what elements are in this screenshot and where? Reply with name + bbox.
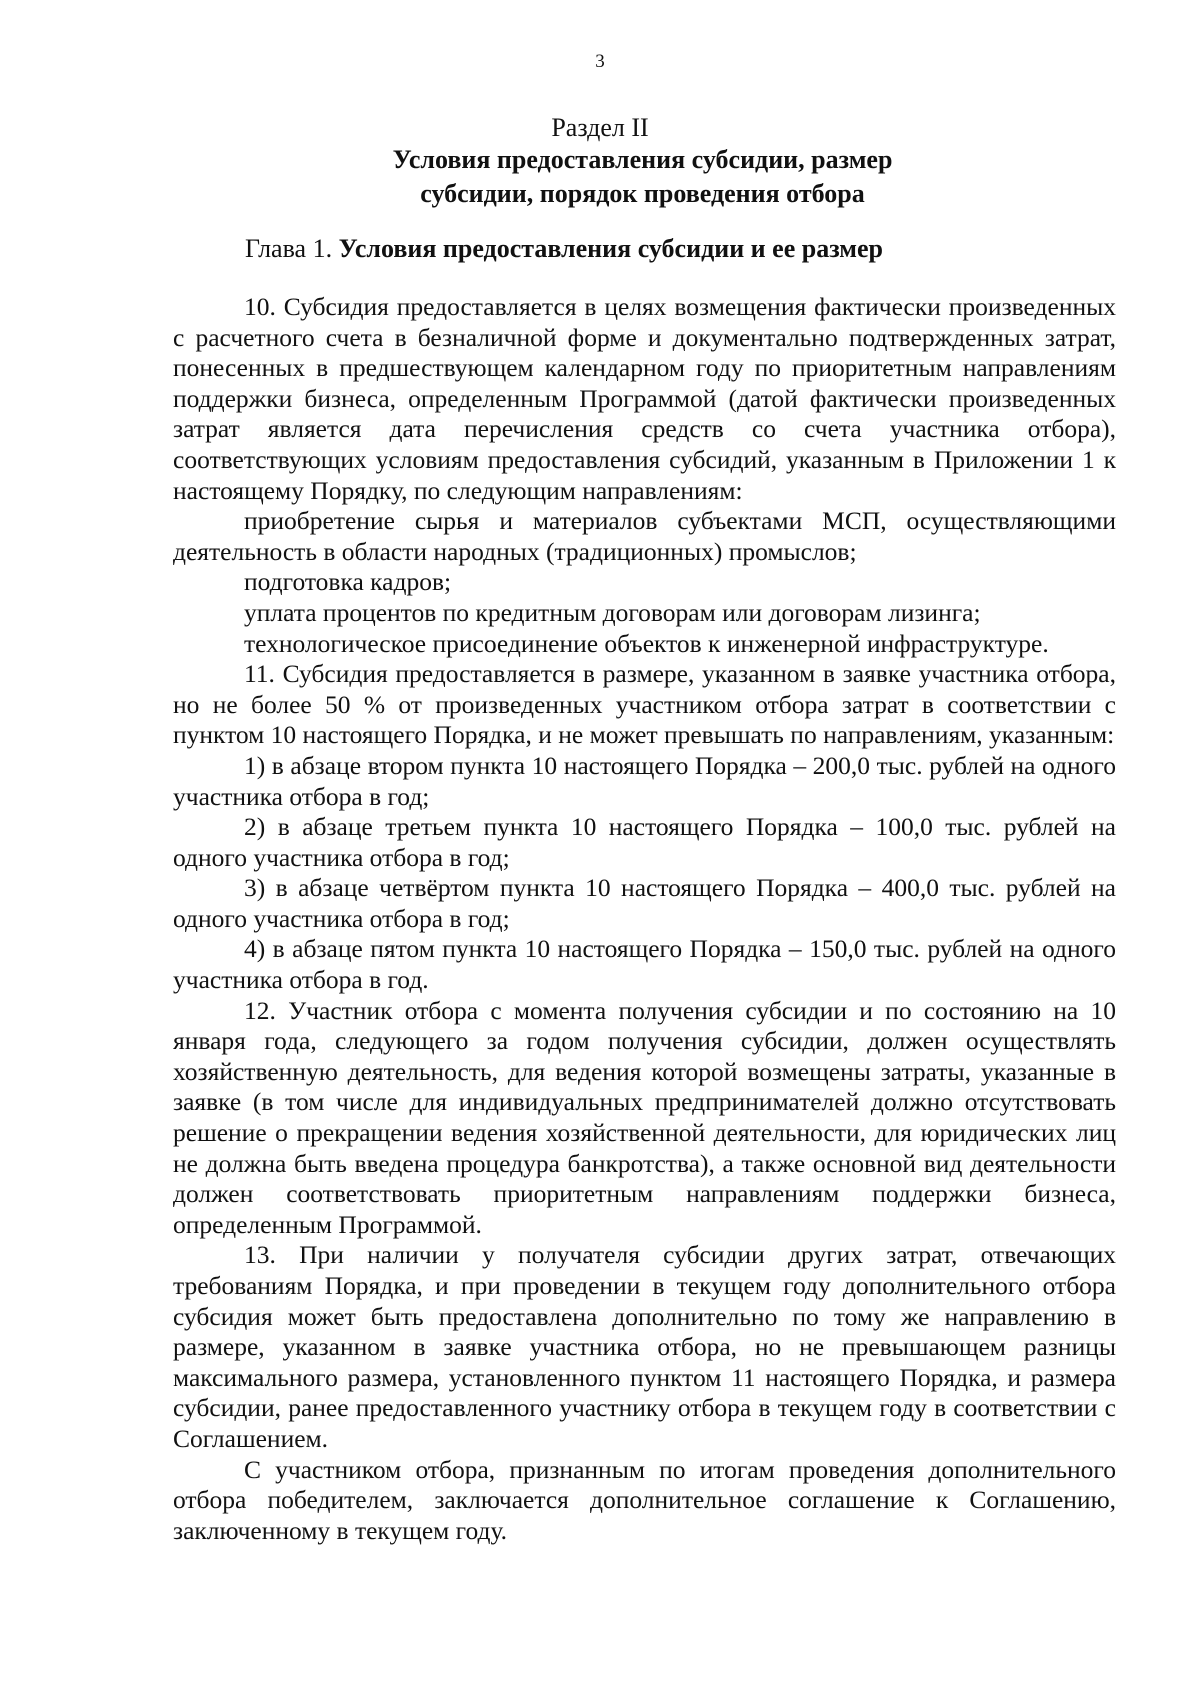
- paragraph-11: 11. Субсидия предоставляется в размере, указанном в заявке участника отбора, но не более 50 % от произведенных участником отбора затрат в соответствии с пунктом 10 настоящего Порядка, и не может превышать по направлениям, указанным:: [173, 659, 1116, 750]
- section-label: Раздел II: [551, 113, 649, 142]
- paragraph-11-subitem-1: 1) в абзаце втором пункта 10 настоящего Порядка – 200,0 тыс. рублей на одного участника отбора в год;: [173, 750, 1116, 811]
- paragraph-13-additional-agreement: С участником отбора, признанным по итогам проведения дополнительного отбора победителем, заключается дополнительное соглашение к Соглашению, заключенному в текущем году.: [173, 1454, 1116, 1545]
- section-title-line-1: Условия предоставления субсидии, размер: [392, 145, 893, 174]
- paragraph-10-item-raw-materials: приобретение сырья и материалов субъектами МСП, осуществляющими деятельность в области народных (традиционных) промыслов;: [173, 506, 1116, 566]
- paragraph-11-subitem-2: 2) в абзаце третьем пункта 10 настоящего Порядка – 100,0 тыс. рублей на одного участника отбора в год;: [173, 812, 1116, 872]
- paragraph-13: 13. При наличии у получателя субсидии других затрат, отвечающих требованиям Порядка, и при проведении в текущем году дополнительного отбора субсидия может быть предоставлена дополнительно по тому же направлению в размере, указанном в заявке участника отбора, но не превышающем разницы максимального размера, установленного пунктом 11 настоящего Порядка, и размера субсидии, ранее предоставленного участнику отбора в текущем году в соответствии с Соглашением.: [173, 1240, 1116, 1453]
- paragraph-10-item-interest: уплата процентов по кредитным договорам или договорам лизинга;: [244, 597, 981, 627]
- page-number: 3: [595, 51, 605, 72]
- paragraph-11-subitem-4: 4) в абзаце пятом пункта 10 настоящего Порядка – 150,0 тыс. рублей на одного участника отбора в год.: [173, 934, 1116, 995]
- paragraph-12: 12. Участник отбора с момента получения субсидии и по состоянию на 10 января года, следующего за годом получения субсидии, должен осуществлять хозяйственную деятельность, для ведения которой возмещены затраты, указанные в заявке (в том числе для индивидуальных предпринимателей должно отсутствовать решение о прекращении ведения хозяйственной деятельности, для юридических лиц не должна быть введена процедура банкротства), а также основной вид деятельности должен соответствовать приоритетным направлениям поддержки бизнеса, определенным Программой.: [173, 995, 1116, 1239]
- paragraph-10-item-connection: технологическое присоединение объектов к инженерной инфраструктуре.: [244, 628, 1049, 658]
- chapter-title: Условия предоставления субсидии и ее размер: [338, 234, 883, 263]
- chapter-prefix: Глава 1.: [245, 234, 333, 263]
- section-title: [300, 143, 985, 211]
- paragraph-10-item-training: подготовка кадров;: [244, 567, 452, 597]
- document-body: [173, 292, 1116, 1546]
- section-title-line-2: субсидии, порядок проведения отбора: [420, 179, 865, 208]
- chapter-heading: [245, 233, 1125, 265]
- paragraph-11-subitem-3: 3) в абзаце четвёртом пункта 10 настоящего Порядка – 400,0 тыс. рублей на одного участника отбора в год;: [173, 873, 1116, 933]
- paragraph-10: 10. Субсидия предоставляется в целях возмещения фактически произведенных с расчетного счета в безналичной форме и документально подтвержденных затрат, понесенных в предшествующем календарном году по приоритетным направлениям поддержки бизнеса, определенным Программой (датой фактически произведенных затрат является дата перечисления средств со счета участника отбора), соответствующих условиям предоставления субсидий, указанным в Приложении 1 к настоящему Порядку, по следующим направлениям:: [173, 292, 1116, 505]
